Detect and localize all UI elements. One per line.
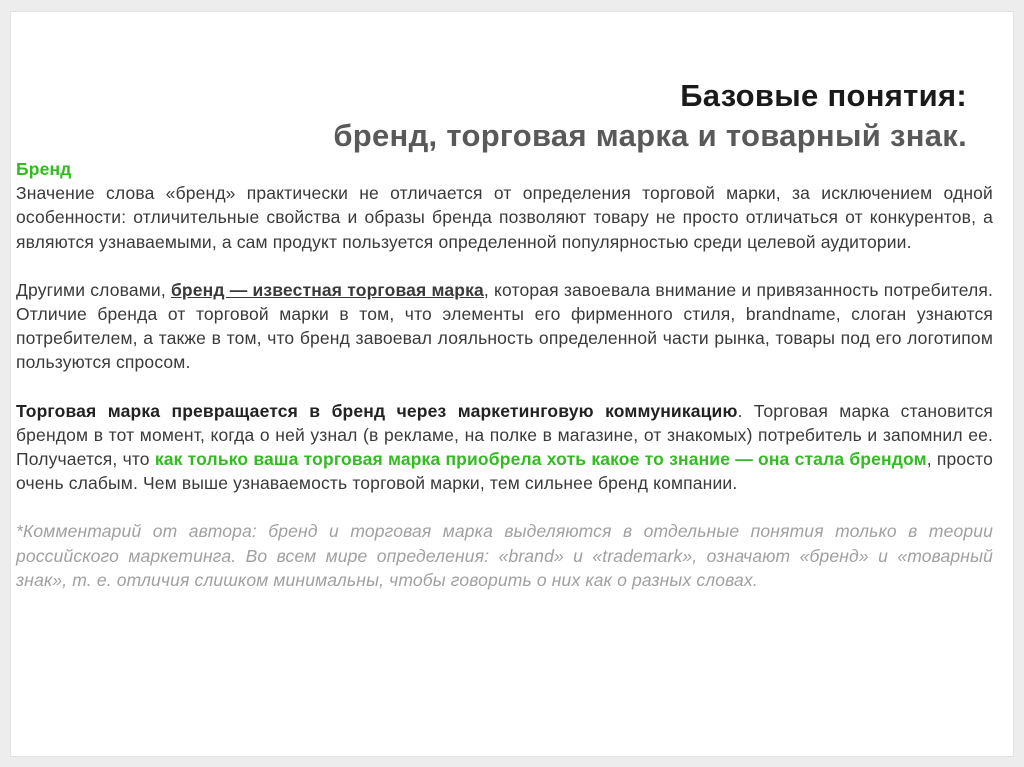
- other-words-rest: , которая завоевала внимание и привязанность потребителя. Отличие бренда от торговой марки в том, что элементы его фирменного стиля, brandname, слоган узнаются потребителем, а также в том, что бренд завоевал лояльность определенной части рынка, товары под его логотипом пользуются спросом.: [16, 279, 993, 373]
- brand-definition-text: Значение слова «бренд» практически не отличается от определения торговой марки, за исключением одной особенности: отличительные свойства и образы бренда позволяют товару не просто отличаться от конкурентов, а являются узнаваемыми, а сам продукт пользуется определенной популярностью среди целевой аудитории.: [16, 183, 993, 252]
- title-line-2: бренд, торговая марка и товарный знак.: [333, 118, 967, 153]
- slide-title: [333, 76, 967, 156]
- trademark-lead: Торговая марка превращается в бренд через маркетинговую коммуникацию: [16, 400, 738, 421]
- trademark-text-a: . Торговая марка становится брендом в тот момент, когда о ней узнал (в рекламе, на полке в магазине, от знакомых) потребитель и запомнил ее. Получается, что: [16, 400, 993, 470]
- brand-known-mark-emphasis: бренд — известная торговая марка: [170, 279, 484, 300]
- paragraph-other-words: [16, 278, 993, 375]
- other-words-intro: Другими словами,: [16, 279, 171, 300]
- brand-heading: Бренд: [16, 159, 72, 179]
- paragraph-trademark-to-brand: [16, 399, 993, 496]
- trademark-green-emphasis: как только ваша торговая марка приобрела хоть какое то знание — она стала брендом: [154, 449, 927, 470]
- title-line-1: Базовые понятия:: [680, 78, 967, 113]
- slide-content: [16, 157, 993, 616]
- paragraph-brand: [16, 157, 993, 254]
- trademark-text-b: , просто очень слабым. Чем выше узнаваемость торговой марки, тем сильнее бренд компании.: [16, 449, 993, 494]
- author-comment: *Комментарий от автора: бренд и торговая марка выделяются в отдельные понятия только в теории российского маркетинга. Во всем мире определения: «brand» и «trademark», означают «бренд» и «товарный знак», т. е. отличия слишком минимальны, чтобы говорить о них как о разных словах.: [16, 521, 993, 590]
